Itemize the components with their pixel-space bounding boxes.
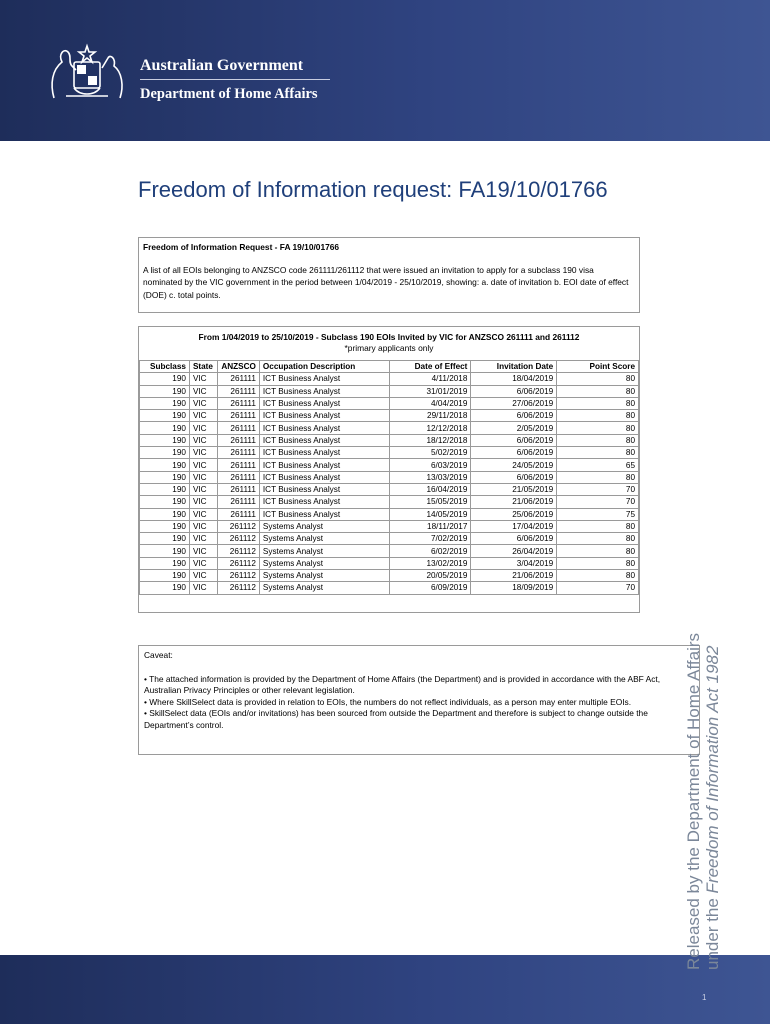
table-row	[140, 410, 639, 422]
table-cell: 80	[557, 447, 639, 459]
table-cell: ICT Business Analyst	[259, 410, 389, 422]
table-cell: 261112	[217, 570, 259, 582]
table-cell: 18/12/2018	[389, 434, 471, 446]
stamp-line-2-prefix: under the	[703, 893, 722, 970]
table-row	[140, 483, 639, 495]
stamp-line-2	[703, 630, 722, 970]
table-cell: 190	[140, 570, 190, 582]
table-cell: 29/11/2018	[389, 410, 471, 422]
column-header: Date of Effect	[389, 361, 471, 373]
table-cell: ICT Business Analyst	[259, 447, 389, 459]
department-name: Department of Home Affairs	[140, 86, 318, 102]
table-cell: 27/06/2019	[471, 397, 557, 409]
table-cell: 80	[557, 373, 639, 385]
table-cell: 7/02/2019	[389, 533, 471, 545]
header-banner	[0, 0, 770, 141]
table-cell: 3/04/2019	[471, 557, 557, 569]
table-cell: 4/04/2019	[389, 397, 471, 409]
table-cell: ICT Business Analyst	[259, 434, 389, 446]
column-header: State	[189, 361, 217, 373]
table-cell: 21/06/2019	[471, 570, 557, 582]
table-cell: 17/04/2019	[471, 520, 557, 532]
results-table-box	[138, 326, 640, 613]
table-cell: VIC	[189, 397, 217, 409]
stamp-line-1: Released by the Department of Home Affairs	[684, 632, 703, 970]
table-cell: 190	[140, 496, 190, 508]
table-cell: 13/03/2019	[389, 471, 471, 483]
table-row	[140, 570, 639, 582]
table-cell: 80	[557, 434, 639, 446]
table-cell: VIC	[189, 483, 217, 495]
table-cell: VIC	[189, 459, 217, 471]
table-row	[140, 422, 639, 434]
column-header: Subclass	[140, 361, 190, 373]
table-cell: 18/09/2019	[471, 582, 557, 594]
table-cell: 261112	[217, 557, 259, 569]
table-cell: 261111	[217, 471, 259, 483]
table-cell: 261111	[217, 434, 259, 446]
table-cell: 190	[140, 471, 190, 483]
table-cell: 75	[557, 508, 639, 520]
table-cell: 261112	[217, 520, 259, 532]
table-cell: 25/06/2019	[471, 508, 557, 520]
table-cell: Systems Analyst	[259, 557, 389, 569]
table-cell: ICT Business Analyst	[259, 496, 389, 508]
table-cell: 80	[557, 570, 639, 582]
table-cell: 80	[557, 557, 639, 569]
table-cell: 261111	[217, 373, 259, 385]
table-cell: 261111	[217, 447, 259, 459]
table-cell: ICT Business Analyst	[259, 373, 389, 385]
table-body	[140, 373, 639, 594]
table-cell: 6/09/2019	[389, 582, 471, 594]
table-cell: VIC	[189, 471, 217, 483]
spacer	[144, 662, 694, 674]
table-cell: 190	[140, 410, 190, 422]
table-cell: VIC	[189, 508, 217, 520]
government-name: Australian Government	[140, 57, 304, 74]
caveat-item: • SkillSelect data (EOIs and/or invitations) has been sourced from outside the Department and therefore is subject to change outside the Department’s control.	[144, 708, 648, 730]
table-cell: 80	[557, 422, 639, 434]
table-cell: 20/05/2019	[389, 570, 471, 582]
table-cell: 261111	[217, 422, 259, 434]
table-cell: 80	[557, 410, 639, 422]
table-cell: VIC	[189, 582, 217, 594]
table-header-row	[140, 361, 639, 373]
request-heading: Freedom of Information Request - FA 19/10/01766	[143, 242, 340, 252]
table-cell: 6/06/2019	[471, 533, 557, 545]
table-cell: 190	[140, 520, 190, 532]
table-subcaption: *primary applicants only	[344, 343, 434, 353]
table-cell: 261111	[217, 496, 259, 508]
table-cell: VIC	[189, 373, 217, 385]
footer-banner	[0, 955, 770, 1024]
table-cell: 190	[140, 508, 190, 520]
table-row	[140, 545, 639, 557]
table-cell: Systems Analyst	[259, 520, 389, 532]
column-header: Invitation Date	[471, 361, 557, 373]
table-cell: ICT Business Analyst	[259, 422, 389, 434]
table-cell: 80	[557, 545, 639, 557]
table-cell: VIC	[189, 385, 217, 397]
table-cell: 26/04/2019	[471, 545, 557, 557]
table-cell: ICT Business Analyst	[259, 471, 389, 483]
table-cell: 261111	[217, 483, 259, 495]
table-cell: ICT Business Analyst	[259, 508, 389, 520]
table-cell: 5/02/2019	[389, 447, 471, 459]
table-cell: 18/04/2019	[471, 373, 557, 385]
request-box	[138, 237, 640, 313]
table-caption: From 1/04/2019 to 25/10/2019 - Subclass 190 EOIs Invited by VIC for ANZSCO 261111 and 261112	[198, 332, 580, 342]
table-cell: 261111	[217, 410, 259, 422]
table-cell: 70	[557, 483, 639, 495]
table-cell: 13/02/2019	[389, 557, 471, 569]
table-row	[140, 459, 639, 471]
table-cell: 15/05/2019	[389, 496, 471, 508]
table-cell: 18/11/2017	[389, 520, 471, 532]
request-text: A list of all EOIs belonging to ANZSCO code 261111/261112 that were issued an invitation to apply for a subclass 190 visa nominated by the VIC government in the period between 1/04/2019 - 25/10/2019, showing: a. date of invitation b. EOI date of effect (DOE) c. total points.	[143, 264, 629, 300]
table-row	[140, 582, 639, 594]
table-cell: 80	[557, 533, 639, 545]
table-cell: VIC	[189, 570, 217, 582]
table-row	[140, 373, 639, 385]
page-title: Freedom of Information request: FA19/10/01766	[138, 177, 608, 202]
table-cell: 80	[557, 520, 639, 532]
table-cell: ICT Business Analyst	[259, 483, 389, 495]
table-cell: 31/01/2019	[389, 385, 471, 397]
table-cell: 190	[140, 397, 190, 409]
table-cell: 6/03/2019	[389, 459, 471, 471]
table-cell: Systems Analyst	[259, 545, 389, 557]
table-cell: 4/11/2018	[389, 373, 471, 385]
table-cell: 190	[140, 447, 190, 459]
table-row	[140, 434, 639, 446]
table-row	[140, 471, 639, 483]
caveat-item: • Where SkillSelect data is provided in relation to EOIs, the numbers do not reflect individuals, as a person may enter multiple EOIs.	[144, 696, 632, 707]
table-cell: VIC	[189, 557, 217, 569]
table-cell: 6/06/2019	[471, 447, 557, 459]
table-cell: 261111	[217, 385, 259, 397]
column-header: ANZSCO	[217, 361, 259, 373]
table-cell: 21/06/2019	[471, 496, 557, 508]
table-cell: 190	[140, 483, 190, 495]
table-cell: VIC	[189, 447, 217, 459]
page-number: 1	[702, 993, 707, 1002]
table-cell: Systems Analyst	[259, 570, 389, 582]
table-cell: VIC	[189, 520, 217, 532]
table-cell: 261112	[217, 533, 259, 545]
table-row	[140, 447, 639, 459]
table-cell: 12/12/2018	[389, 422, 471, 434]
table-cell: 190	[140, 533, 190, 545]
table-cell: 261111	[217, 397, 259, 409]
table-row	[140, 496, 639, 508]
table-row	[140, 533, 639, 545]
table-cell: 261111	[217, 459, 259, 471]
table-cell: 190	[140, 545, 190, 557]
table-cell: 261112	[217, 582, 259, 594]
table-cell: VIC	[189, 533, 217, 545]
column-header: Occupation Description	[259, 361, 389, 373]
table-cell: 6/06/2019	[471, 385, 557, 397]
table-cell: 6/06/2019	[471, 410, 557, 422]
table-cell: 16/04/2019	[389, 483, 471, 495]
caveat-heading: Caveat:	[144, 650, 173, 660]
table-cell: 6/06/2019	[471, 471, 557, 483]
table-cell: ICT Business Analyst	[259, 459, 389, 471]
caveat-item: • The attached information is provided by the Department of Home Affairs (the Department) and is provided in accordance with the ABF Act, Australian Privacy Principles or other relevant legislation.	[144, 673, 661, 695]
table-cell: VIC	[189, 545, 217, 557]
table-cell: VIC	[189, 434, 217, 446]
column-header: Point Score	[557, 361, 639, 373]
table-cell: 70	[557, 582, 639, 594]
header-divider	[140, 79, 330, 80]
stamp-act-name: Freedom of Information Act 1982	[703, 645, 722, 894]
table-cell: 14/05/2019	[389, 508, 471, 520]
table-cell: Systems Analyst	[259, 582, 389, 594]
table-cell: 80	[557, 397, 639, 409]
table-row	[140, 520, 639, 532]
table-cell: 261112	[217, 545, 259, 557]
results-table	[139, 360, 639, 595]
table-cell: 190	[140, 422, 190, 434]
table-cell: ICT Business Analyst	[259, 397, 389, 409]
table-cell: 6/06/2019	[471, 434, 557, 446]
coat-of-arms-icon	[42, 40, 132, 102]
table-cell: 24/05/2019	[471, 459, 557, 471]
table-cell: 21/05/2019	[471, 483, 557, 495]
release-stamp	[684, 630, 736, 970]
table-cell: 65	[557, 459, 639, 471]
table-row	[140, 385, 639, 397]
table-cell: VIC	[189, 496, 217, 508]
table-cell: 190	[140, 434, 190, 446]
table-row	[140, 397, 639, 409]
table-cell: 70	[557, 496, 639, 508]
table-cell: 261111	[217, 508, 259, 520]
table-cell: 6/02/2019	[389, 545, 471, 557]
table-row	[140, 508, 639, 520]
table-row	[140, 557, 639, 569]
table-cell: 80	[557, 385, 639, 397]
table-cell: VIC	[189, 410, 217, 422]
table-cell: 190	[140, 459, 190, 471]
table-cell: 190	[140, 582, 190, 594]
table-cell: VIC	[189, 422, 217, 434]
table-caption-block	[139, 327, 639, 354]
table-cell: 2/05/2019	[471, 422, 557, 434]
table-cell: 190	[140, 557, 190, 569]
table-cell: ICT Business Analyst	[259, 385, 389, 397]
table-cell: 190	[140, 373, 190, 385]
table-cell: 80	[557, 471, 639, 483]
table-cell: 190	[140, 385, 190, 397]
table-cell: Systems Analyst	[259, 533, 389, 545]
caveat-box	[138, 645, 700, 755]
